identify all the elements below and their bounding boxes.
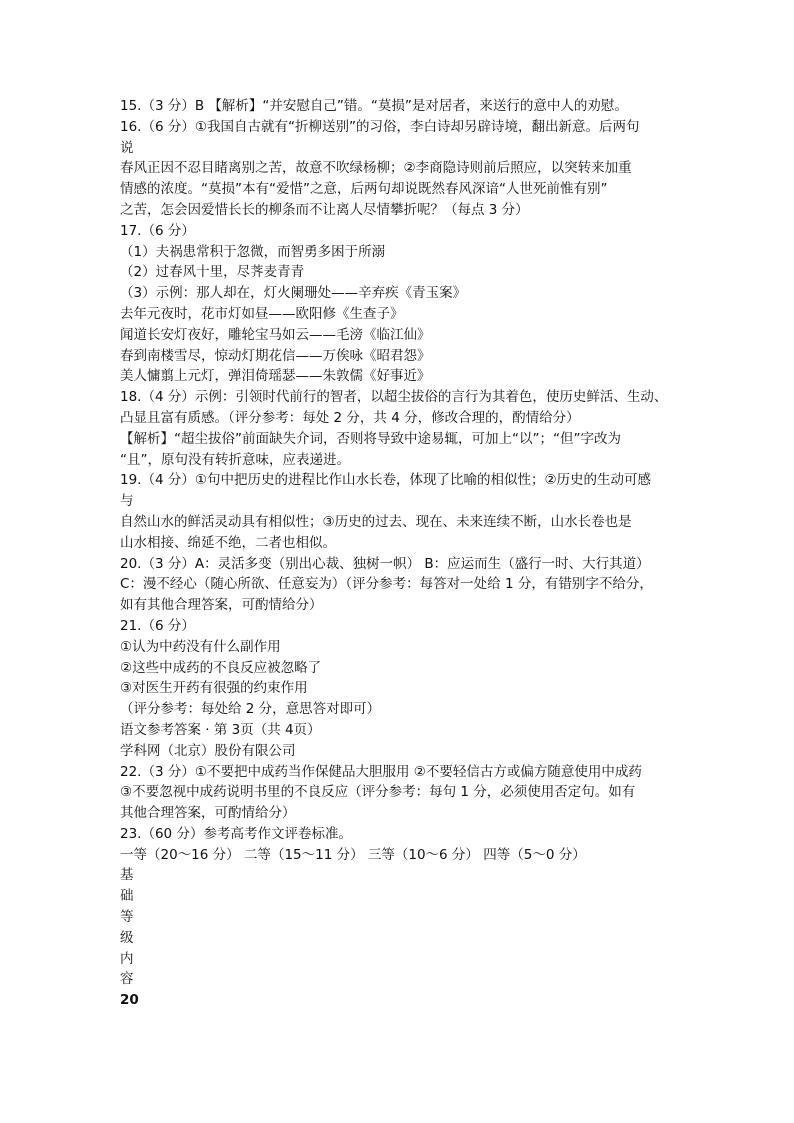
- answer-17-heading: 17.（6 分）: [120, 222, 195, 239]
- vertical-char-1: 基: [120, 867, 134, 884]
- answer-16-line-4: 情感的浓度。“莫损”本有“爱惜”之意，后两句却说既然春风深谙“人世死前惟有别”: [120, 181, 608, 198]
- answer-16-line-3: 春风正因不忍目睹离别之苦，故意不吹绿杨柳；②李商隐诗则前后照应，以突转来加重: [120, 160, 632, 177]
- answer-22-line-3: 其他合理答案，可酌情给分）: [120, 805, 296, 822]
- answer-17-part-2: （2）过春风十里，尽荠麦青青: [120, 264, 305, 281]
- answer-18-analysis-2: “且”，原句没有转折意味，应表递进。: [120, 451, 350, 468]
- answer-17-part-3: （3）示例：那人却在，灯火阑珊处——辛弃疾《青玉案》: [120, 285, 467, 302]
- answer-17-example-2: 去年元夜时，花市灯如昼——欧阳修《生查子》: [120, 305, 404, 322]
- answer-17-part-1: （1）夫祸患常积于忽微，而智勇多困于所溺: [120, 243, 386, 260]
- answer-21-item-3: ③对医生开药有很强的约束作用: [120, 680, 308, 697]
- answer-19-line-4: 山水相接、绵延不绝，二者也相似。: [120, 534, 336, 551]
- answer-17-example-5: 美人慵翦上元灯，弹泪倚瑶瑟——朱敦儒《好事近》: [120, 368, 431, 385]
- answer-18-analysis-1: 【解析】“超尘拔俗”前面缺失介词，否则将导致中途易辄，可加上“以”；“但”字改为: [120, 430, 621, 447]
- answer-19-line-3: 自然山水的鲜活灵动具有相似性；③历史的过去、现在、未来连续不断，山水长卷也是: [120, 513, 632, 530]
- vertical-char-4: 级: [120, 929, 134, 946]
- answer-18-line-2: 凸显且富有质感。（评分参考：每处 2 分，共 4 分，修改合理的，酌情给分）: [120, 409, 580, 426]
- answer-21-item-2: ②这些中成药的不良反应被忽略了: [120, 659, 322, 676]
- answer-22-line-2: ③不要忽视中成药说明书里的不良反应（评分参考：每句 1 分，必须使用否定句。如有: [120, 784, 636, 801]
- answer-21-scoring: （评分参考：每处给 2 分，意思答对即可）: [120, 701, 381, 718]
- vertical-char-6: 容: [120, 971, 134, 988]
- answer-15: 15.（3 分）B 【解析】“并安慰自己”错。“莫损”是对居者，来送行的意中人的劝慰。: [120, 98, 628, 114]
- answer-20-line-1: 20.（3 分）A：灵活多变（别出心裁、独树一帜） B：应运而生（盛行一时、大行其道）: [120, 555, 650, 572]
- vertical-char-5: 内: [120, 950, 134, 967]
- vertical-char-3: 等: [120, 909, 134, 926]
- answer-22-line-1: 22.（3 分）①不要把中成药当作保健品大胆服用 ②不要轻信古方或偏方随意使用中成药: [120, 763, 642, 780]
- answer-16-line-2: 说: [120, 139, 134, 156]
- answer-18-line-1: 18.（4 分）示例：引领时代前行的智者，以超尘拔俗的言行为其着色，使历史鲜活、生动、: [120, 389, 668, 406]
- answer-16-line-1: 16.（6 分）①我国自古就有“折柳送别”的习俗，李白诗却另辟诗境，翻出新意。后两句: [120, 118, 640, 135]
- publisher-line: 学科网（北京）股份有限公司: [120, 742, 296, 759]
- answer-17-example-3: 闻道长安灯夜好，雕轮宝马如云——毛滂《临江仙》: [120, 326, 431, 343]
- answer-20-line-2: C：漫不经心（随心所欲、任意妄为）（评分参考：每答对一处给 1 分，有错别字不给分，: [120, 576, 653, 593]
- answer-23-heading: 23.（60 分）参考高考作文评卷标准。: [120, 825, 352, 842]
- document-body: [120, 96, 680, 1011]
- vertical-char-2: 础: [120, 888, 134, 905]
- answer-17-example-4: 春到南楼雪尽，惊动灯期花信——万俟咏《昭君怨》: [120, 347, 431, 364]
- answer-19-line-1: 19.（4 分）①句中把历史的进程比作山水长卷，体现了比喻的相似性；②历史的生动可感: [120, 472, 652, 489]
- answer-16-line-5: 之苦，怎会因爱惜长长的柳条而不让离人尽情攀折呢？（每点 3 分）: [120, 201, 529, 218]
- answer-23-grades: 一等（20～16 分） 二等（15～11 分） 三等（10～6 分） 四等（5～0 分）: [120, 846, 586, 863]
- answer-21-heading: 21.（6 分）: [120, 617, 195, 634]
- answer-20-line-3: 如有其他合理答案，可酌情给分）: [120, 597, 323, 614]
- answer-19-line-2: 与: [120, 493, 134, 510]
- page-footer: 语文参考答案 · 第 3页（共 4页）: [120, 721, 321, 738]
- score-value: 20: [120, 992, 139, 1009]
- answer-21-item-1: ①认为中药没有什么副作用: [120, 638, 281, 655]
